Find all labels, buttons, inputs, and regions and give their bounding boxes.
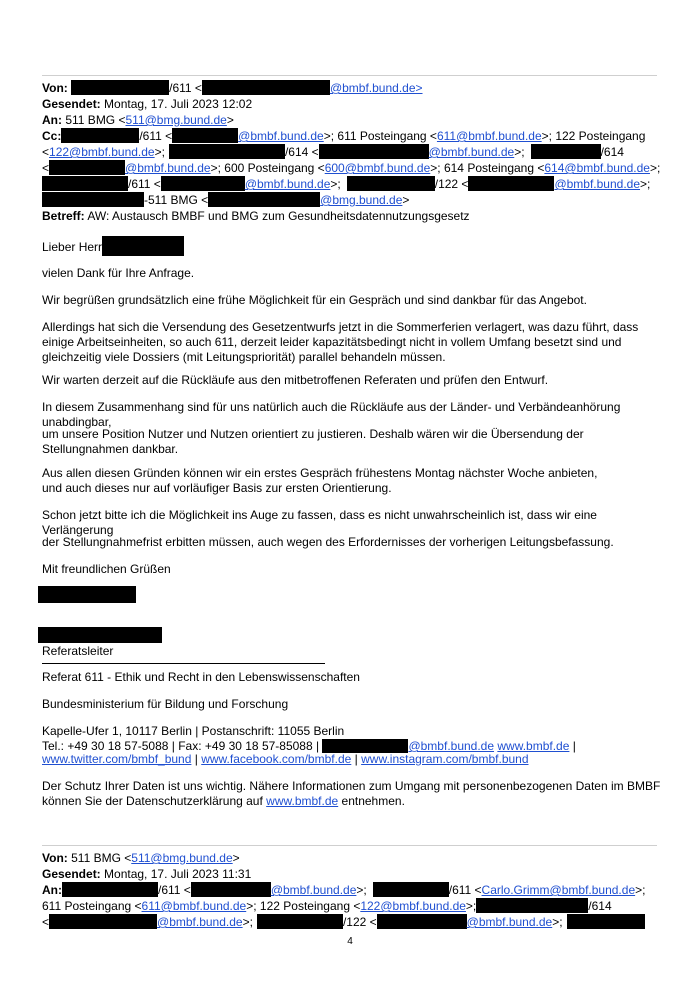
cc-email-link[interactable]: @bmbf.bund.de bbox=[554, 177, 641, 191]
to-text: /122 < bbox=[342, 915, 377, 929]
redaction bbox=[49, 160, 125, 175]
signature-ministry: Bundesministerium für Bildung und Forschung bbox=[42, 697, 289, 711]
sent-date: Montag, 17. Juli 2023 11:31 bbox=[104, 867, 252, 881]
to-label: An: bbox=[42, 113, 62, 127]
redaction bbox=[49, 914, 157, 929]
cc-text: >; bbox=[154, 145, 165, 159]
privacy-text: entnehmen. bbox=[341, 794, 405, 808]
mail-from-line bbox=[42, 80, 423, 96]
cc-text: >; bbox=[514, 145, 525, 159]
redaction bbox=[38, 586, 136, 603]
signature-address: Kapelle-Ufer 1, 10117 Berlin | Postanschrift: 11055 Berlin bbox=[42, 724, 345, 738]
subject-text: AW: Austausch BMBF und BMG zum Gesundheitsdatennutzungsgesetz bbox=[87, 209, 470, 223]
redaction bbox=[347, 176, 435, 191]
sent-date: Montag, 17. Juli 2023 12:02 bbox=[104, 97, 253, 111]
paragraph: der Stellungnahmefrist erbitten müssen, auch wegen des Erfordernisses der vorherigen Leitungsbefassung. bbox=[42, 535, 614, 549]
header-separator-top bbox=[42, 75, 657, 76]
to-email-link[interactable]: @bmbf.bund.de bbox=[157, 915, 243, 929]
redaction bbox=[319, 144, 429, 159]
cc-text: < bbox=[42, 145, 50, 159]
paragraph: Wir begrüßen grundsätzlich eine frühe Möglichkeit für ein Gespräch und sind dankbar für das Angebot. bbox=[42, 293, 587, 307]
redaction bbox=[191, 882, 271, 897]
separator: | bbox=[354, 752, 358, 766]
cc-text: /611 < bbox=[128, 177, 161, 191]
mail-to-line bbox=[42, 112, 234, 128]
to-text: >; bbox=[356, 883, 367, 897]
mail-sent-line bbox=[42, 96, 252, 112]
cc-text: > bbox=[402, 193, 410, 207]
from-name: 511 BMG < bbox=[71, 851, 132, 865]
instagram-link[interactable]: www.instagram.com/bmbf.bund bbox=[361, 752, 529, 766]
privacy-link[interactable]: www.bmbf.de bbox=[266, 794, 339, 808]
to-email-link[interactable]: 122@bmbf.bund.de bbox=[360, 899, 466, 913]
redaction bbox=[42, 176, 128, 191]
from-close: > bbox=[232, 851, 240, 865]
mail2-to-line-2 bbox=[42, 898, 612, 914]
to-text: >; bbox=[242, 915, 253, 929]
mail2-to-line-3 bbox=[42, 914, 645, 930]
mail-cc-line-1 bbox=[42, 128, 645, 144]
paragraph: und auch dieses nur auf vorläufiger Basis zur ersten Orientierung. bbox=[42, 481, 392, 495]
header-separator bbox=[42, 845, 657, 846]
redaction bbox=[202, 80, 330, 95]
mail-cc-line-2 bbox=[42, 144, 624, 160]
from-dept: /611 < bbox=[169, 81, 202, 95]
to-name: 511 BMG < bbox=[65, 113, 126, 127]
redaction bbox=[169, 144, 285, 159]
redaction bbox=[208, 192, 320, 207]
redaction bbox=[373, 882, 449, 897]
privacy-line-2 bbox=[42, 794, 657, 809]
cc-text: < bbox=[42, 161, 50, 175]
redaction bbox=[61, 128, 139, 143]
paragraph: Schon jetzt bitte ich die Möglichkeit ins Auge zu fassen, dass es nicht unwahrscheinlich ist, dass wir eine Verlängerung bbox=[42, 508, 597, 537]
cc-text: >; bbox=[640, 177, 651, 191]
cc-email-link[interactable]: 122@bmbf.bund.de bbox=[49, 145, 155, 159]
cc-email-link[interactable]: @bmbf.bund.de bbox=[244, 177, 331, 191]
to-email-link[interactable]: 511@bmg.bund.de bbox=[125, 113, 227, 127]
redaction bbox=[161, 176, 245, 191]
cc-email-link[interactable]: 611@bmbf.bund.de bbox=[436, 129, 542, 143]
cc-text: >; 611 Posteingang < bbox=[323, 129, 437, 143]
paragraph: vielen Dank für Ihre Anfrage. bbox=[42, 266, 195, 280]
to-text: /614 bbox=[588, 899, 612, 913]
cc-text: >; bbox=[330, 177, 341, 191]
cc-text: /614 bbox=[600, 145, 624, 159]
privacy-line-1: Der Schutz Ihrer Daten ist uns wichtig. Nähere Informationen zum Umgang mit personenbezogenen Daten im BMBF bbox=[42, 779, 661, 793]
redaction bbox=[102, 236, 184, 256]
greeting-text: Lieber Herr bbox=[42, 240, 103, 254]
bmbf-web-link[interactable]: www.bmbf.de bbox=[497, 739, 570, 753]
to-email-link[interactable]: 611@bmbf.bund.de bbox=[141, 899, 247, 913]
cc-text: /614 < bbox=[284, 145, 319, 159]
sent-label: Gesendet: bbox=[42, 97, 101, 111]
to-text: >; 122 Posteingang < bbox=[246, 899, 361, 913]
cc-text: >; 614 Posteingang < bbox=[430, 161, 545, 175]
paragraph: um unsere Position Nutzer und Nutzen orientiert zu justieren. Deshalb wären wir die Übersendung der Stellungnahmen dankbar. bbox=[42, 427, 584, 456]
paragraph: Aus allen diesen Gründen können wir ein erstes Gespräch frühestens Montag nächster Woche anbieten, bbox=[42, 466, 598, 480]
redaction bbox=[468, 176, 554, 191]
cc-text: >; 600 Posteingang < bbox=[210, 161, 325, 175]
redaction bbox=[377, 914, 467, 929]
to-email-link[interactable]: @bmbf.bund.de bbox=[270, 883, 357, 897]
page-number: 4 bbox=[347, 936, 353, 947]
cc-text: >; bbox=[649, 161, 661, 175]
paragraph: In diesem Zusammenhang sind für uns natürlich auch die Rückläufe aus der Länder- und Verbändeanhörung unabdingbar, bbox=[42, 400, 621, 429]
to-email-link[interactable]: @bmbf.bund.de bbox=[466, 915, 553, 929]
to-close: > bbox=[226, 113, 234, 127]
cc-email-link[interactable]: 614@bmbf.bund.de bbox=[544, 161, 650, 175]
privacy-text: können Sie der Datenschutzerklärung auf bbox=[42, 794, 263, 808]
facebook-link[interactable]: www.facebook.com/bmbf.de bbox=[201, 752, 352, 766]
redaction bbox=[531, 144, 601, 159]
cc-text: >; 122 Posteingang bbox=[541, 129, 646, 143]
twitter-link[interactable]: www.twitter.com/bmbf_bund bbox=[42, 752, 192, 766]
to-text: 611 Posteingang < bbox=[42, 899, 142, 913]
redaction bbox=[38, 627, 162, 643]
separator: | bbox=[572, 739, 576, 753]
paragraph: Allerdings hat sich die Versendung des Gesetzentwurfs jetzt in die Sommerferien verlagert, was dazu führt, dass einige Arbeitseinheiten, so auch 611, derzeit leider kapazitätsbedingt nicht in vollem Umfang besetzt sind und gleichzeitig viele Dossiers (mit Leitungspriorität) parallel behandeln müssen. bbox=[42, 320, 639, 364]
mail-subject-line bbox=[42, 208, 470, 224]
mail2-from-line bbox=[42, 850, 240, 866]
from-email-link[interactable]: 511@bmg.bund.de bbox=[131, 851, 233, 865]
mail2-sent-line bbox=[42, 866, 251, 882]
cc-email-link[interactable]: @bmbf.bund.de bbox=[238, 129, 324, 143]
cc-email-link[interactable]: 600@bmbf.bund.de bbox=[324, 161, 431, 175]
redaction bbox=[476, 898, 588, 913]
redaction bbox=[172, 128, 238, 143]
subject-label: Betreff: bbox=[42, 209, 85, 223]
cc-email-link[interactable]: @bmg.bund.de bbox=[320, 193, 403, 207]
cc-text: /611 < bbox=[139, 129, 173, 143]
cc-text: -511 BMG < bbox=[144, 193, 209, 207]
sent-label: Gesendet: bbox=[42, 867, 101, 881]
redaction bbox=[71, 80, 169, 95]
signature-divider bbox=[42, 663, 325, 664]
mail-cc-line-4 bbox=[42, 176, 650, 192]
cc-text: /122 < bbox=[434, 177, 469, 191]
to-label: An: bbox=[42, 883, 62, 897]
cc-email-link[interactable]: @bmbf.bund.de bbox=[125, 161, 211, 175]
closing-line: Mit freundlichen Grüßen bbox=[42, 562, 171, 576]
to-text: >; bbox=[465, 899, 477, 913]
paragraph: Wir warten derzeit auf die Rückläufe aus den mitbetroffenen Referaten und prüfen den Entwurf. bbox=[42, 373, 549, 387]
redaction bbox=[567, 914, 645, 929]
signature-social bbox=[42, 752, 657, 767]
mail-cc-line-3 bbox=[42, 160, 660, 176]
to-text: /611 < bbox=[158, 883, 191, 897]
cc-label: Cc: bbox=[42, 129, 62, 143]
to-text: /611 < bbox=[448, 883, 482, 897]
mail-cc-line-5 bbox=[42, 192, 409, 208]
signature-email-link[interactable]: @bmbf.bund.de bbox=[408, 739, 495, 753]
from-label: Von: bbox=[42, 851, 68, 865]
to-text: < bbox=[42, 915, 50, 929]
redaction bbox=[42, 192, 144, 207]
signature-role: Referatsleiter bbox=[42, 644, 114, 658]
mail2-to-line-1 bbox=[42, 882, 645, 898]
signature-tel: Tel.: +49 30 18 57-5088 | Fax: +49 30 18 57-85088 | bbox=[42, 739, 320, 753]
cc-email-link[interactable]: @bmbf.bund.de bbox=[428, 145, 515, 159]
to-text: >; bbox=[552, 915, 563, 929]
signature-referat: Referat 611 - Ethik und Recht in den Lebenswissenschaften bbox=[42, 670, 360, 684]
from-email-link[interactable]: @bmbf.bund.de> bbox=[329, 81, 423, 95]
separator: | bbox=[194, 752, 198, 766]
to-email-link[interactable]: Carlo.Grimm@bmbf.bund.de bbox=[481, 883, 636, 897]
redaction bbox=[322, 739, 408, 753]
redaction bbox=[62, 882, 158, 897]
to-text: >; bbox=[635, 883, 646, 897]
from-label: Von: bbox=[42, 81, 68, 95]
redaction bbox=[257, 914, 343, 929]
